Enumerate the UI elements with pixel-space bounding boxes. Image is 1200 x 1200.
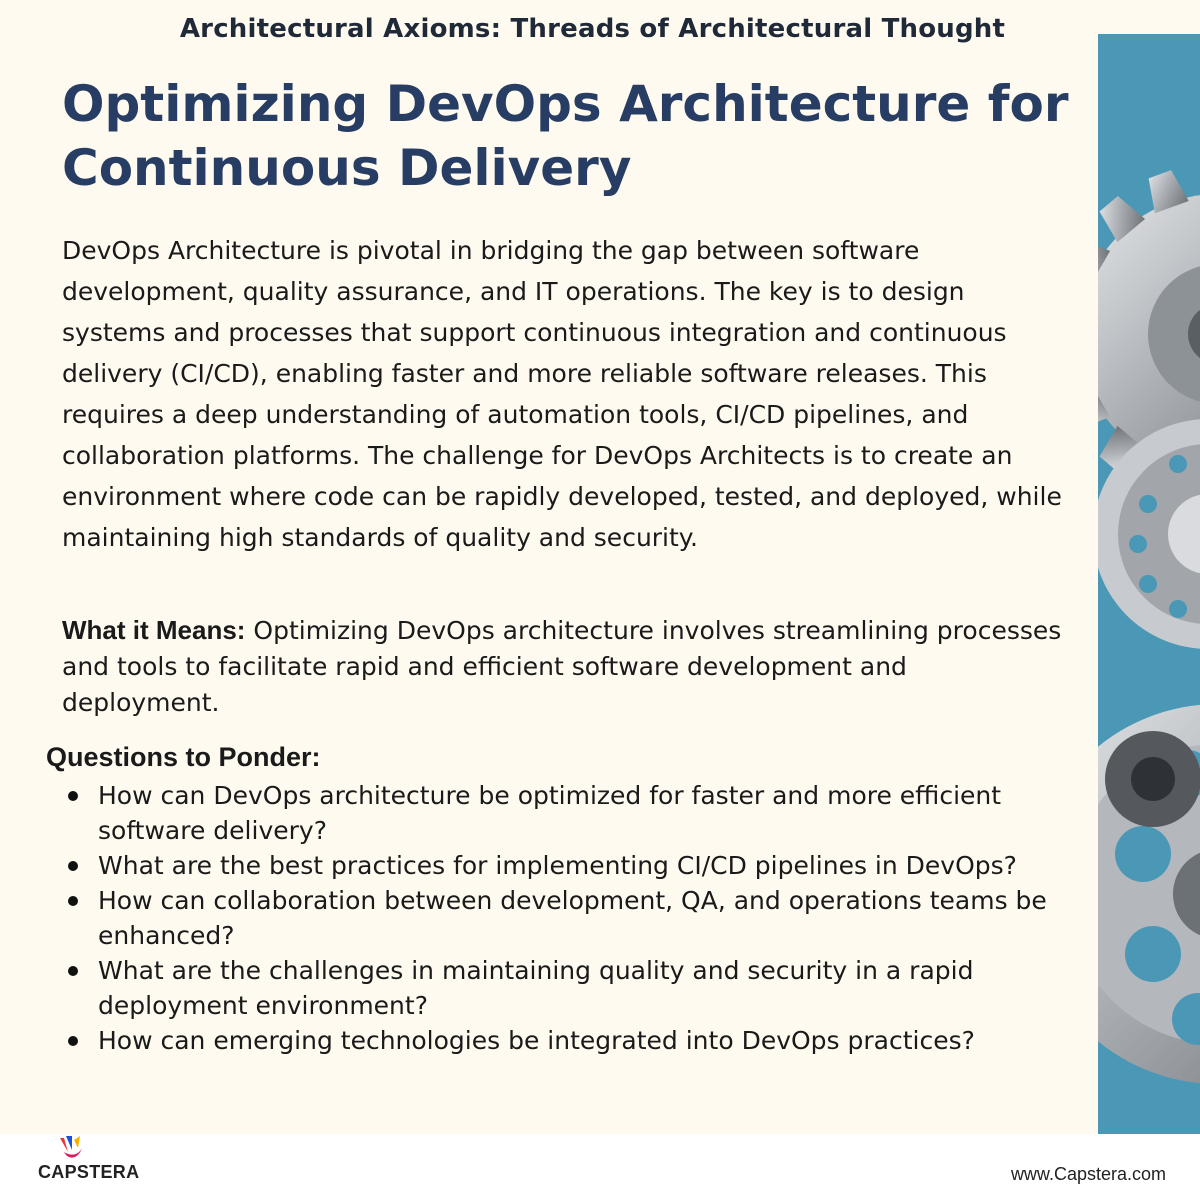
website-link[interactable]: www.Capstera.com <box>1010 1164 1166 1184</box>
bullet-icon <box>68 1036 78 1046</box>
what-it-means-paragraph <box>62 612 1062 721</box>
question-text: How can emerging technologies be integrated into DevOps practices? <box>98 1026 975 1055</box>
question-item <box>62 778 1062 848</box>
gears-icon <box>1098 34 1200 1134</box>
title-line-1: Optimizing DevOps Architecture for <box>62 75 1069 133</box>
gear-shape <box>1105 731 1200 827</box>
question-text: How can collaboration between development, QA, and operations teams be enhanced? <box>98 886 1047 950</box>
logo-text: CAPSTERA <box>38 1162 140 1182</box>
bullet-icon <box>68 966 78 976</box>
question-text: How can DevOps architecture be optimized for faster and more efficient software delivery? <box>98 781 1002 845</box>
what-it-means-label: What it Means: <box>62 615 246 645</box>
questions-heading: Questions to Ponder: <box>46 742 321 772</box>
question-text: What are the best practices for implementing CI/CD pipelines in DevOps? <box>98 851 1017 880</box>
question-item <box>62 1023 1062 1058</box>
page-title <box>62 72 1072 200</box>
title-line-2: Continuous Delivery <box>62 139 632 197</box>
question-item <box>62 883 1062 953</box>
bullet-icon <box>68 791 78 801</box>
bullet-icon <box>68 861 78 871</box>
question-item <box>62 848 1062 883</box>
bullet-icon <box>68 896 78 906</box>
question-item <box>62 953 1062 1023</box>
what-it-means-text: Optimizing DevOps architecture involves streamlining processes and tools to facilitate rapid and efficient software development and deployment. <box>62 616 1062 717</box>
question-text: What are the challenges in maintaining quality and security in a rapid deployment environment? <box>98 956 974 1020</box>
capstera-logo-icon <box>58 1134 86 1160</box>
series-title: Architectural Axioms: Threads of Architectural Thought <box>179 14 1006 44</box>
gears-image <box>1098 34 1200 1134</box>
intro-paragraph: DevOps Architecture is pivotal in bridging the gap between software development, quality assurance, and IT operations. The key is to design systems and processes that support continuous integration and continuous delivery (CI/CD), enabling faster and more reliable software releases. This requires a deep understanding of automation tools, CI/CD pipelines, and collaboration platforms. The challenge for DevOps Architects is to create an environment where code can be rapidly developed, tested, and deployed, while maintaining high standards of quality and security. <box>62 236 1062 552</box>
questions-list <box>62 778 1062 1058</box>
